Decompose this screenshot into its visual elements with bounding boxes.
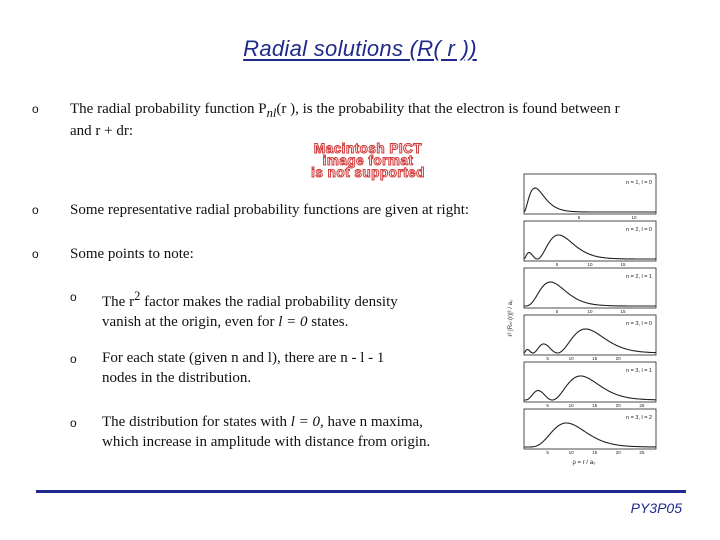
radial-curve: [524, 282, 656, 306]
bullet-marker: o: [32, 102, 39, 116]
subpoint-text: The $r^2$ factor makes the radial probability density vanish at the origin, even for l = 0 states.: [102, 289, 398, 330]
panel-tick-label: 10: [568, 356, 574, 361]
subpoint-text: For each state (given n and l), there are n - l - 1 nodes in the distribution.: [102, 350, 385, 386]
panel-tick-label: 20: [615, 403, 621, 408]
subpoint-text: The distribution for states with l = 0, have n maxima, which increase in amplitude with distance from origin.: [102, 414, 431, 450]
panel-label: n = 2, l = 1: [626, 274, 652, 280]
panel-tick-label: 25: [639, 450, 645, 455]
figure-ylabel: r² |Rₙₗ (r)|² / a₀: [508, 299, 514, 337]
figure-panel: [524, 409, 656, 455]
radial-curve: [524, 376, 656, 400]
subpoint-maxima: [70, 412, 470, 456]
panel-tick-label: 10: [587, 262, 593, 267]
panel-tick-label: 20: [615, 450, 621, 455]
bullet-text: Some representative radial probability functions are given at right:: [70, 202, 470, 218]
bullet-text: The radial probability function $P_{nl}(r$ ), is the probability that the electron is found between r and r + dr:: [70, 101, 620, 139]
subpoint-r2-factor: [70, 286, 470, 330]
figure-panel: [524, 174, 656, 220]
subpoint-nodes: [70, 348, 470, 392]
radial-curve: [524, 188, 656, 212]
panel-tick-label: 5: [555, 309, 559, 314]
panel-tick-label: 10: [587, 309, 593, 314]
slide-title: Radial solutions (R( r )): [243, 36, 477, 61]
panel-label: n = 2, l = 0: [626, 227, 652, 233]
panel-tick-label: 5: [546, 450, 549, 455]
panel-tick-label: 10: [568, 403, 574, 408]
panel-tick-label: 10: [631, 215, 637, 220]
bullet-text: Some points to note:: [70, 246, 194, 262]
panel-label: n = 3, l = 0: [626, 321, 652, 327]
panel-label: n = 1, l = 0: [626, 180, 652, 186]
panel-tick-label: 15: [592, 450, 598, 455]
subpoint-marker: o: [70, 290, 77, 304]
bullet-representative-functions: [32, 201, 522, 221]
bullet-marker: o: [32, 247, 39, 261]
panel-tick-label: 5: [546, 356, 549, 361]
panel-tick-label: 25: [639, 403, 645, 408]
panel-label: n = 3, l = 2: [626, 415, 652, 421]
panel-tick-label: 10: [568, 450, 574, 455]
panel-tick-label: 5: [555, 262, 559, 267]
figure-panel: [524, 362, 656, 408]
panel-label: n = 3, l = 1: [626, 368, 652, 374]
subpoint-marker: o: [70, 416, 77, 430]
radial-curve: [524, 329, 656, 353]
bullet-marker: o: [32, 203, 39, 217]
panel-tick-label: 15: [620, 262, 626, 267]
figure-panel: [524, 315, 656, 361]
bullet-points-to-note: [32, 245, 332, 265]
radial-probability-figure: [504, 170, 666, 466]
panel-tick-label: 15: [620, 309, 626, 314]
panel-tick-label: 5: [577, 215, 581, 220]
unsupported-image-placeholder: Macintosh PICT image format is not supported: [311, 141, 425, 180]
panel-tick-label: 5: [546, 403, 549, 408]
figure-panel: [524, 268, 656, 314]
radial-curve: [524, 235, 656, 259]
course-code: PY3P05: [630, 500, 682, 516]
bullet-radial-probability: [32, 100, 662, 140]
panel-tick-label: 20: [615, 356, 621, 361]
footer-rule: [36, 490, 686, 493]
radial-curve: [524, 423, 656, 447]
figure-panel: [524, 221, 656, 267]
subpoint-marker: o: [70, 352, 77, 366]
panel-tick-label: 15: [592, 403, 598, 408]
figure-xlabel: ρ = r / a₀: [572, 460, 596, 466]
panel-tick-label: 15: [592, 356, 598, 361]
